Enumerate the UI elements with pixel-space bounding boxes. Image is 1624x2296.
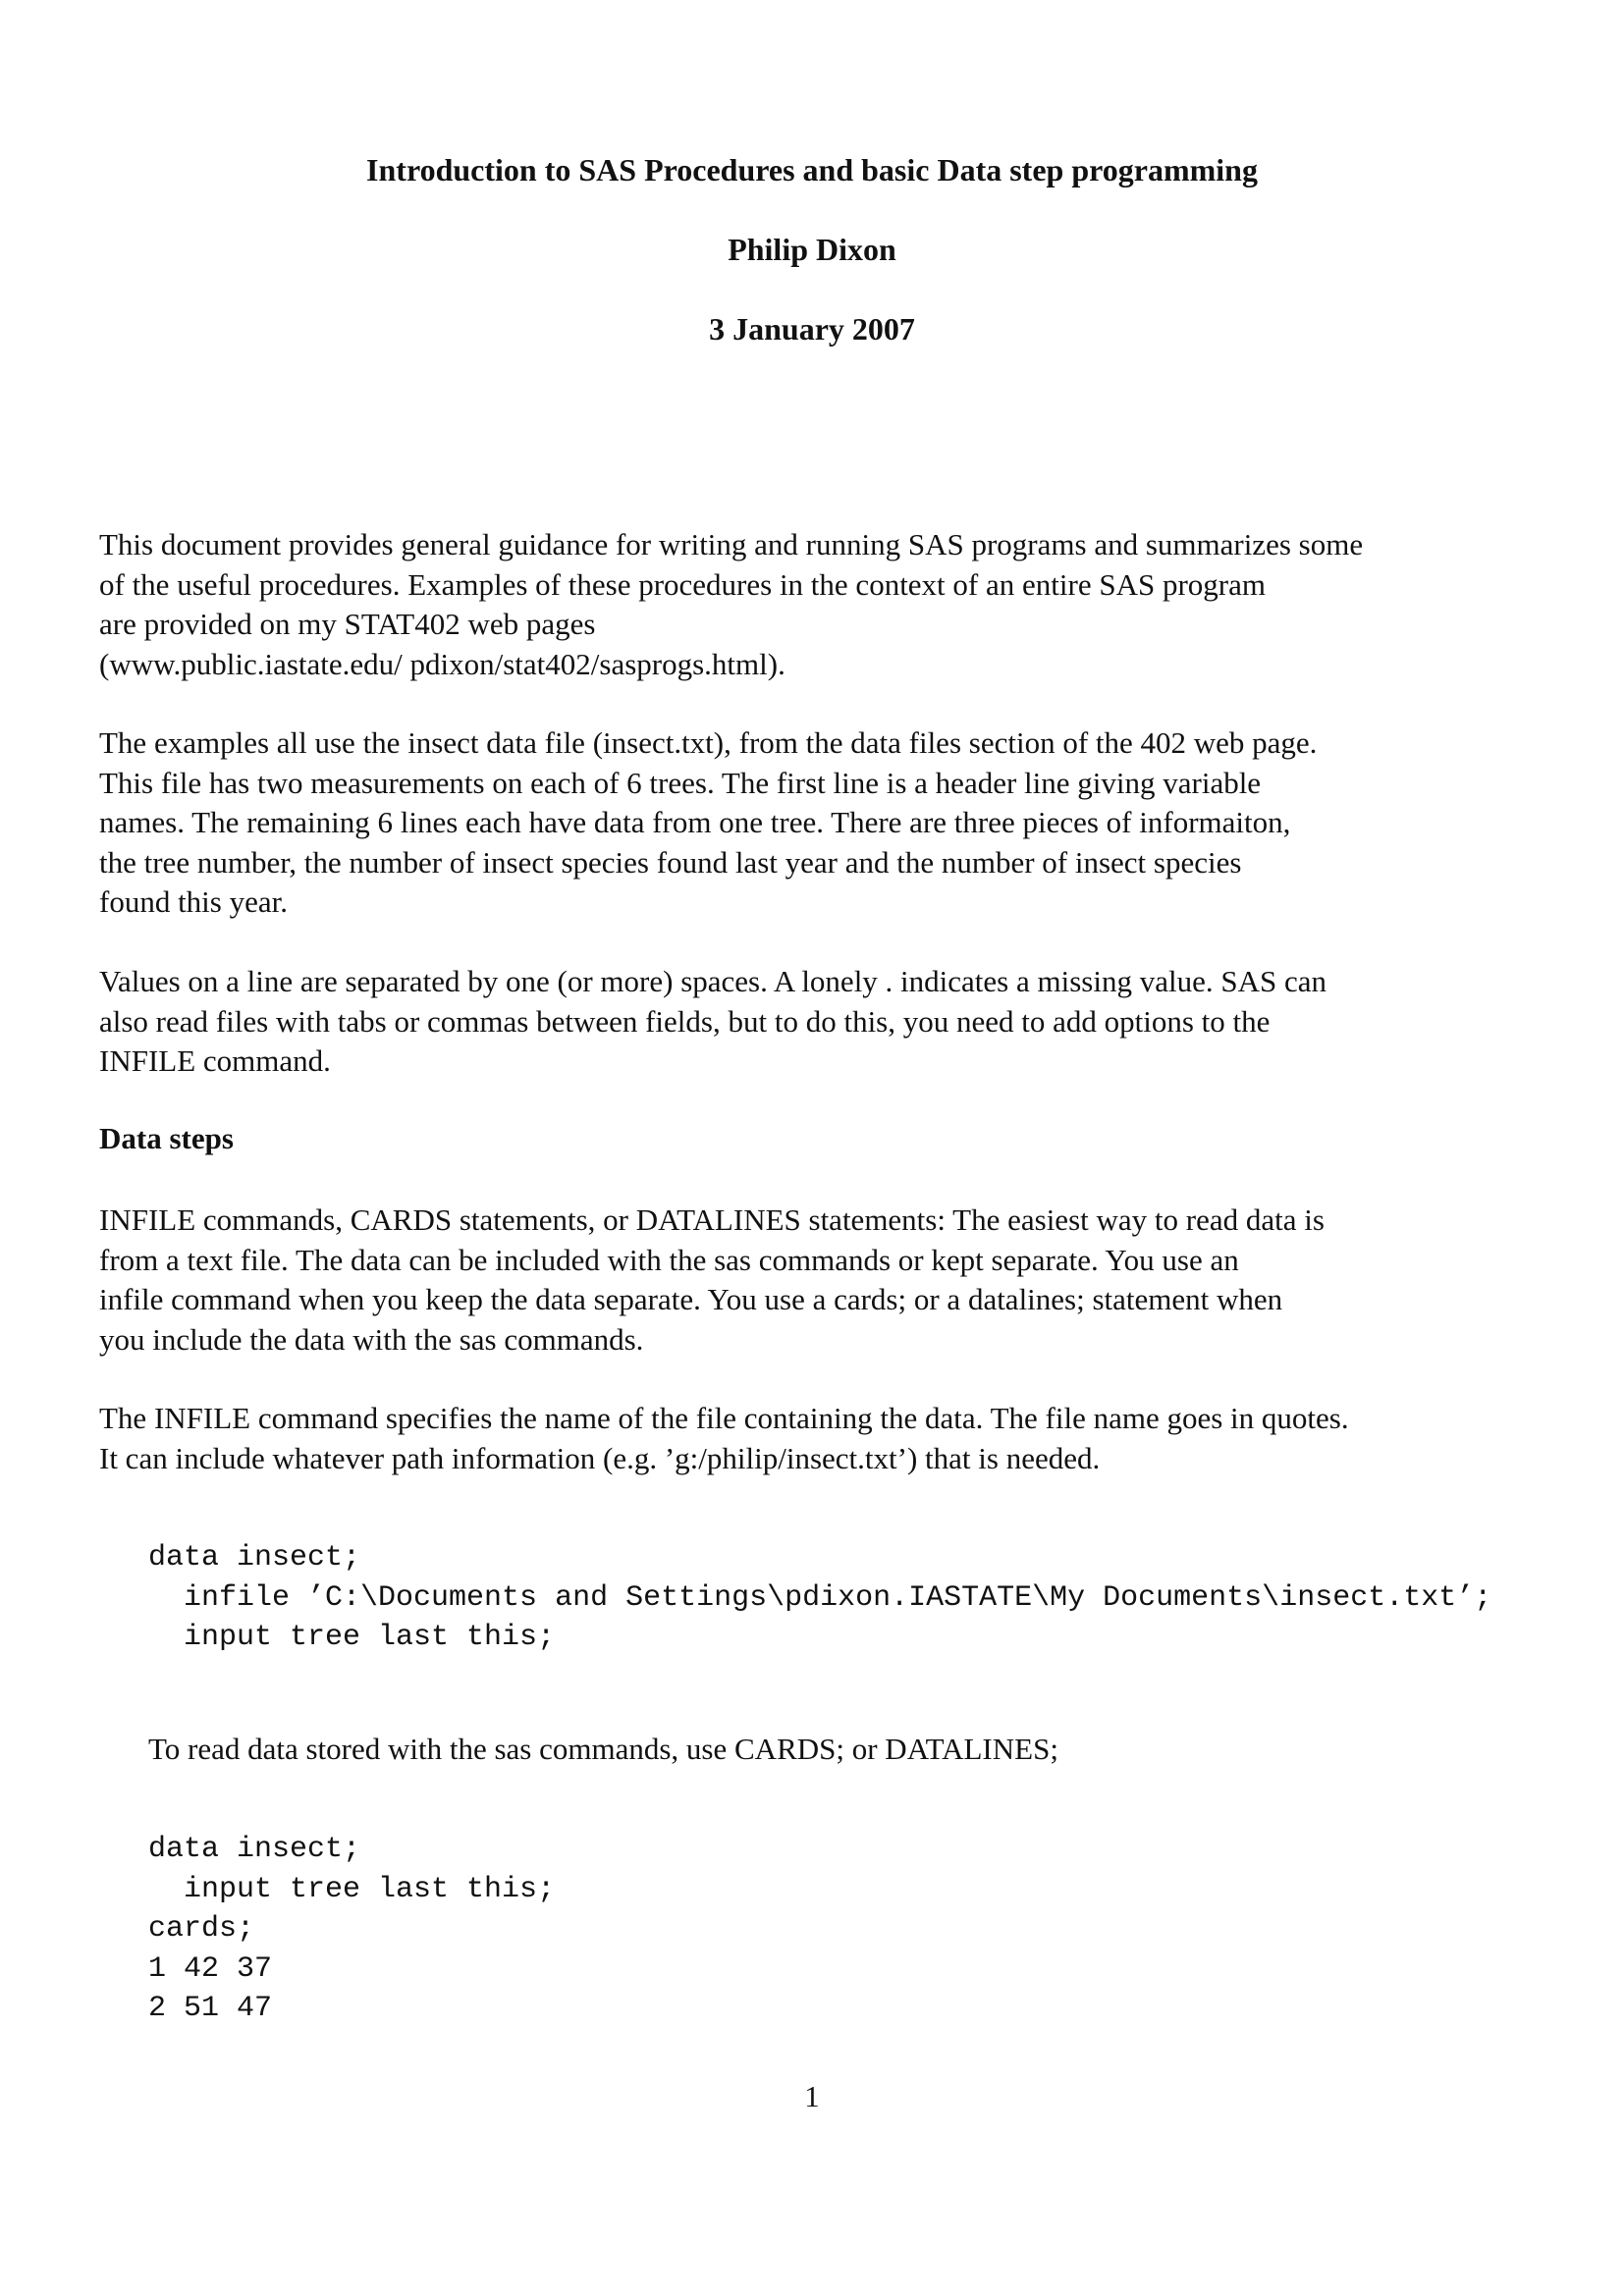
code-line: 1 42 37 <box>148 1951 273 1986</box>
paragraph-line: The examples all use the insect data file (insect.txt), from the data files section of the 402 web page. <box>99 725 1318 760</box>
paragraph-line: you include the data with the sas commands. <box>99 1321 644 1357</box>
paragraph-line: Values on a line are separated by one (or more) spaces. A lonely . indicates a missing value. SAS can <box>99 964 1326 998</box>
cards-intro-text: To read data stored with the sas commands, use CARDS; or DATALINES; <box>148 1732 1058 1766</box>
paragraph-line: of the useful procedures. Examples of these procedures in the context of an entire SAS program <box>99 566 1266 602</box>
code-line: data insect; <box>148 1541 361 1575</box>
paragraph-line: infile command when you keep the data separate. You use a cards; or a datalines; statement when <box>99 1282 1283 1316</box>
infile-command-paragraph <box>99 1399 1533 1478</box>
paragraph-line: INFILE command. <box>99 1043 331 1078</box>
paragraph-line: are provided on my STAT402 web pages <box>99 607 596 641</box>
insect-data-paragraph <box>99 723 1533 923</box>
missing-values-paragraph <box>99 962 1533 1082</box>
code-line: input tree last this; <box>148 1621 556 1654</box>
section-heading-data-steps: Data steps <box>99 1121 234 1155</box>
paragraph-line: also read files with tabs or commas between fields, but to do this, you need to add options to the <box>99 1003 1271 1039</box>
paragraph-line: the tree number, the number of insect species found last year and the number of insect species <box>99 844 1242 880</box>
paragraph-line: INFILE commands, CARDS statements, or DATALINES statements: The easiest way to read data is <box>99 1202 1325 1237</box>
paragraph-line: (www.public.iastate.edu/ pdixon/stat402/sasprogs.html). <box>99 646 785 681</box>
page-number: 1 <box>804 2079 820 2113</box>
paragraph-line: This document provides general guidance for writing and running SAS programs and summarizes some <box>99 527 1364 561</box>
paragraph-line: names. The remaining 6 lines each have data from one tree. There are three pieces of informaiton, <box>99 805 1291 839</box>
code-line: 2 51 47 <box>148 1992 273 2025</box>
document-author: Philip Dixon <box>728 232 896 267</box>
code-line: infile ’C:\Documents and Settings\pdixon.IASTATE\My Documents\insect.txt’; <box>148 1580 1492 1615</box>
intro-paragraph <box>99 525 1533 684</box>
document-date: 3 January 2007 <box>709 311 915 347</box>
paragraph-line: from a text file. The data can be included with the sas commands or kept separate. You use an <box>99 1242 1239 1277</box>
code-line: data insect; <box>148 1833 361 1866</box>
code-line: cards; <box>148 1912 255 1946</box>
infile-cards-paragraph <box>99 1201 1533 1360</box>
code-line: input tree last this; <box>148 1872 556 1906</box>
document-title: Introduction to SAS Procedures and basic Data step programming <box>366 152 1258 187</box>
code-block-cards <box>148 1830 555 2029</box>
paragraph-line: This file has two measurements on each of 6 trees. The first line is a header line giving variable <box>99 765 1262 800</box>
paragraph-line: It can include whatever path information (e.g. ’g:/philip/insect.txt’) that is needed. <box>99 1440 1101 1475</box>
code-block-infile <box>148 1538 1491 1658</box>
paragraph-line: found this year. <box>99 884 288 919</box>
paragraph-line: The INFILE command specifies the name of the file containing the data. The file name goes in quotes. <box>99 1401 1349 1435</box>
